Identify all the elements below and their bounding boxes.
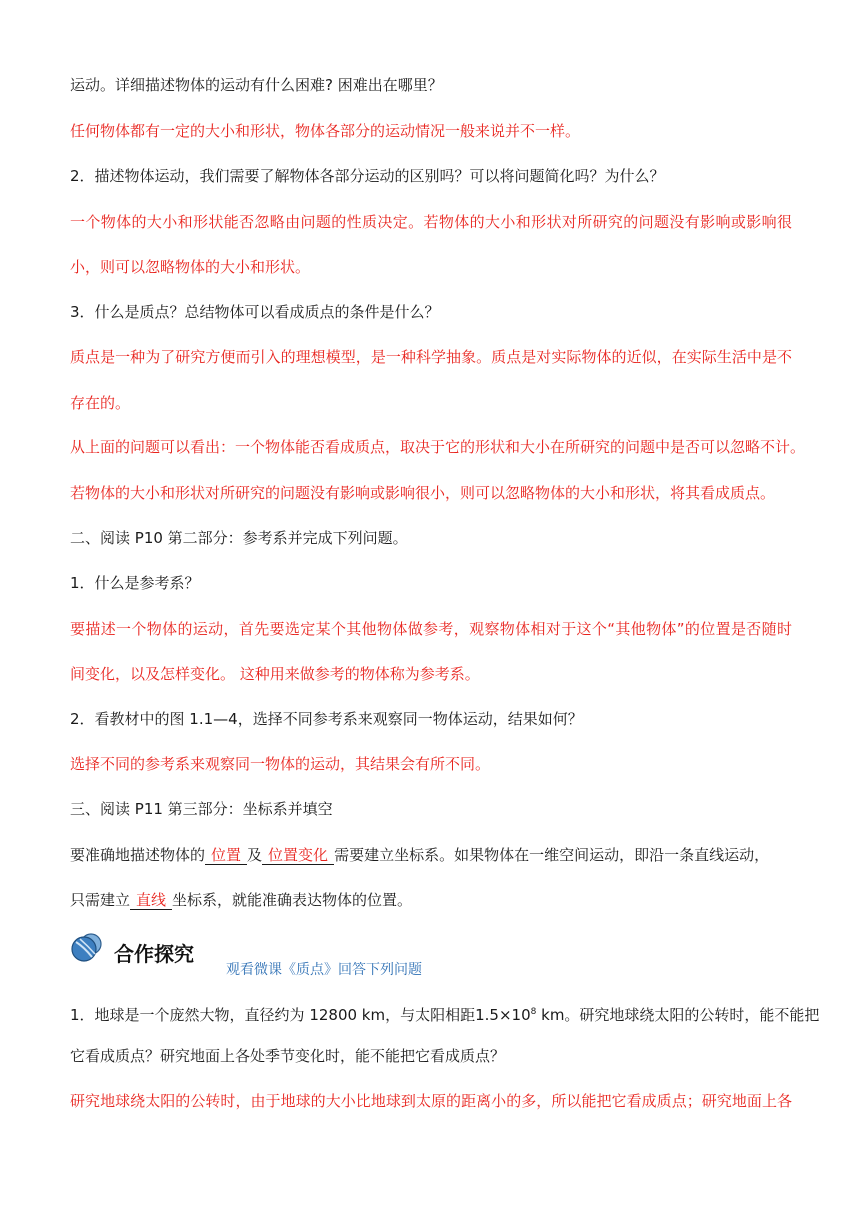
text-span: km。研究地球绕太阳的公转时，能不能把 — [536, 1006, 820, 1024]
answer-line: 从上面的问题可以看出：一个物体能否看成质点，取决于它的形状和大小在所研究的问题中是否可以忽略不计。 — [70, 438, 806, 456]
blank-answer: 位置 — [211, 846, 242, 864]
blank — [130, 891, 172, 910]
section-header — [70, 930, 570, 978]
answer-line: 质点是一种为了研究方便而引入的理想模型，是一种科学抽象。质点是对实际物体的近似，在实际生活中是不 — [70, 348, 792, 366]
text-span: 及 — [247, 846, 263, 864]
text-span: 只需建立 — [70, 891, 131, 909]
section-heading-2: 二、阅读 P10 第二部分：参考系并完成下列问题。 — [70, 529, 408, 547]
answer-line: 选择不同的参考系来观察同一物体的运动，其结果会有所不同。 — [70, 755, 491, 773]
answer-line: 要描述一个物体的运动，首先要选定某个其他物体做参考，观察物体相对于这个“其他物体”的位置是否随时 — [70, 620, 792, 638]
question-2: 2．看教材中的图 1.1—4，选择不同参考系来观察同一物体运动，结果如何？ — [70, 710, 583, 728]
blank — [205, 846, 247, 865]
answer-line: 若物体的大小和形状对所研究的问题没有影响或影响很小，则可以忽略物体的大小和形状，将其看成质点。 — [70, 484, 776, 502]
text-line: 运动。详细描述物体的运动有什么困难? 困难出在哪里？ — [70, 76, 443, 94]
answer-line: 一个物体的大小和形状能否忽略由问题的性质决定。若物体的大小和形状对所研究的问题没有影响或影响很 — [70, 213, 792, 231]
answer-line: 小，则可以忽略物体的大小和形状。 — [70, 258, 311, 276]
globe-icon — [70, 932, 106, 962]
answer-line: 任何物体都有一定的大小和形状，物体各部分的运动情况一般来说并不一样。 — [70, 122, 581, 140]
text-span: 坐标系，就能准确表达物体的位置。 — [172, 891, 413, 909]
text-span: 要准确地描述物体的 — [70, 846, 206, 864]
question-1: 1．什么是参考系？ — [70, 574, 200, 592]
text-line: 它看成质点？研究地面上各处季节变化时，能不能把它看成质点？ — [70, 1047, 506, 1065]
question-1 — [70, 1002, 819, 1025]
question-3: 3．什么是质点？总结物体可以看成质点的条件是什么？ — [70, 303, 440, 321]
exponent: 8 — [530, 1007, 537, 1017]
question-2: 2．描述物体运动，我们需要了解物体各部分运动的区别吗？可以将问题简化吗？为什么？ — [70, 167, 665, 185]
answer-line: 存在的。 — [70, 394, 131, 412]
blank — [262, 846, 334, 865]
distance-value: 1.5×10 — [475, 1006, 531, 1024]
section-title: 合作探究 — [114, 942, 194, 966]
answer-line: 研究地球绕太阳的公转时，由于地球的大小比地球到太原的距离小的多，所以能把它看成质点；研究地面上各 — [70, 1092, 792, 1110]
blank-answer: 位置变化 — [268, 846, 329, 864]
section-subtitle: 观看微课《质点》回答下列问题 — [226, 962, 422, 978]
text-span: 1．地球是一个庞然大物，直径约为 12800 km，与太阳相距 — [70, 1006, 476, 1024]
fill-blank-line — [70, 890, 412, 910]
fill-blank-line — [70, 845, 769, 865]
section-heading-3: 三、阅读 P11 第三部分：坐标系并填空 — [70, 800, 333, 818]
blank-answer: 直线 — [136, 891, 167, 909]
answer-line: 间变化，以及怎样变化。 这种用来做参考的物体称为参考系。 — [70, 665, 480, 683]
text-span: 需要建立坐标系。如果物体在一维空间运动，即沿一条直线运动， — [334, 846, 770, 864]
